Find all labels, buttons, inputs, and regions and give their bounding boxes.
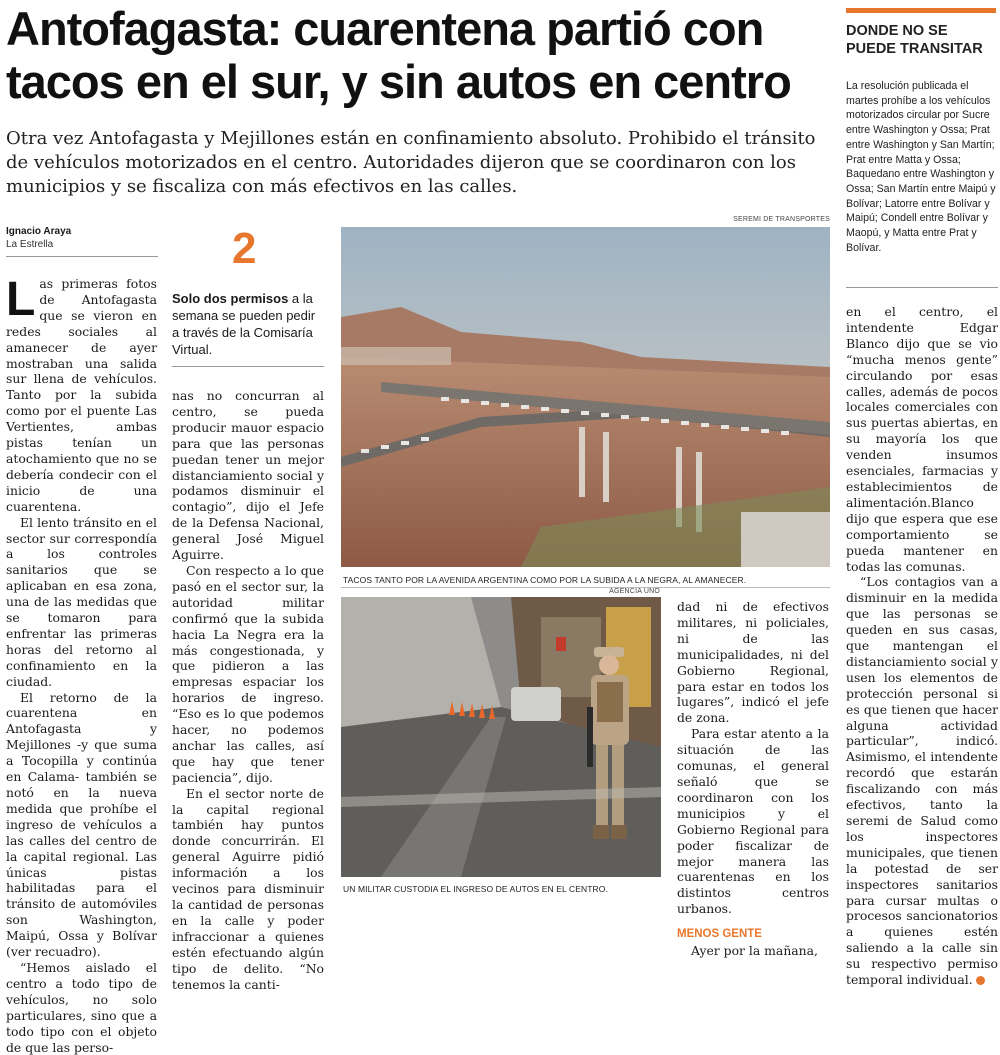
stat-divider: [172, 366, 324, 367]
paragraph: en el centro, el intendente Edgar Blanco dijo que se vio “mucha menos gente” circulando por esas calles, además de pocos locales comerciales con sus puertas abiertas, en su mayoría los que venden insumos esenciales, farmacias y establecimientos de alimentación.Blanco dijo que espera que ese comportamiento se pueda mantener en todas las comunas.: [846, 304, 998, 574]
end-mark-icon: [976, 976, 985, 985]
sidebar-title: DONDE NO SE PUEDE TRANSITAR: [846, 23, 983, 57]
stat-number: 2: [232, 224, 257, 273]
paragraph: Con respecto a lo que pasó en el sector sur, la autoridad militar confirmó que la subida hacia La Negra era la más congestionada, y que pidieron a las empresas espaciar los horarios de ingreso. “Eso es lo que podemos hacer, no podemos anchar las calles, así que hay que tener paciencia”, dijo.: [172, 562, 324, 785]
paragraph: Para estar atento a la situación de las comunas, el general señaló que se coordinaron con los municipios y el Gobierno Regional para poder fiscalizar de mejor manera las cuarentenas en los distintos centros urbanos.: [677, 726, 829, 917]
publication-name: La Estrella: [6, 239, 54, 250]
sidebar-divider: [846, 287, 998, 288]
article-column-4: [846, 304, 998, 988]
author-name: Ignacio Araya: [6, 226, 72, 237]
paragraph: El retorno de la cuarentena en Antofagasta y Mejillones -y que suma a Tocopilla y continúa en Calama- también se notó en la nueva medida que prohíbe el ingreso de vehículos a las calles del centro de la capital regional. Las únicas pistas habilitadas para el tránsito de automóviles son Washington, Maipú, Ossa y Bolívar (ver recuadro).: [6, 689, 157, 960]
stat-bold-text: Solo dos permisos: [172, 291, 289, 306]
paragraph: “Los contagios van a disminuir en la medida que las personas se queden en sus casas, que mantengan el distanciamiento social y usen los elementos de protección personal si es que tienen que hacer alguna actividad particular”, indicó. Asimismo, el intendente recordó que estarán fiscalizando con más efectivos, tanto la seremi de Salud como los inspectores municipales, que tienen la potestad de ser inspectores sanitarios para cursar multas o procesos sancionatorios a quienes estén saliendo a la calle sin su respectivo permiso temporal individual.: [846, 574, 998, 988]
stat-callout: [172, 290, 324, 358]
byline-divider: [6, 256, 158, 257]
article-column-2: [172, 388, 324, 992]
stat-text: a la semana se pueden pedir a través de la Comisaría Virtual.: [172, 291, 316, 357]
drop-cap: L: [6, 273, 36, 326]
sidebar-accent-bar: [846, 8, 996, 13]
photo-credit: SEREMI DE TRANSPORTES: [733, 216, 830, 223]
paragraph: El lento tránsito en el sector sur correspondía a los controles sanitarios que se aplicaban en esa zona, una de las medidas que se tomaron para enfrentar las primeras horas del retorno al confinamiento en la ciudad.: [6, 514, 157, 689]
highway-traffic-photo: [341, 227, 830, 567]
street-photo-illustration: [341, 597, 661, 877]
paragraph: as primeras fotos de Antofagasta que se vieron en redes sociales al amanecer de ayer mostraban una salida sur llena de vehículos. Tanto por la subida como por el puente Las Vertientes, ambas pistas tenían un atochamiento que no se debería condecir con el inicio de una cuarentena.: [6, 276, 157, 514]
section-subhead: MENOS GENTE: [677, 928, 762, 941]
paragraph: nas no concurran al centro, se pueda producir mauor espacio para que las personas puedan tener un mejor distanciamiento social y podamos disminuir el contagio”, dijo el Jefe de la Defensa Nacional, general José Miguel Aguirre.: [172, 388, 324, 563]
headline: Antofagasta: cuarentena partió con tacos en el sur, y sin autos en centro: [6, 2, 791, 108]
photo-caption: UN MILITAR CUSTODIA EL INGRESO DE AUTOS EN EL CENTRO.: [343, 884, 608, 894]
article-column-3: [677, 599, 829, 959]
soldier-street-photo: [341, 597, 661, 877]
sidebar-text: La resolución publicada el martes prohíbe a los vehículos motorizados circular por Sucre entre Washington y Ossa; Prat entre Washington y San Martín; Prat entre Matta y Ossa; Baquedano entre Washington y Ossa; San Martín entre Maipú y Bolívar; Latorre entre Bolívar y Maipú; Condell entre Bolívar y Maopú, y Matta entre Prat y Bolívar.: [846, 80, 996, 254]
paragraph: dad ni de efectivos militares, ni policiales, ni de las municipalidades, ni del Gobierno Regional, para estar en todos los lugares”, indicó el jefe de zona.: [677, 599, 829, 726]
photo-caption: TACOS TANTO POR LA AVENIDA ARGENTINA COMO POR LA SUBIDA A LA NEGRA, AL AMANECER.: [343, 575, 747, 585]
paragraph: Ayer por la mañana,: [691, 943, 818, 959]
highway-photo-illustration: [341, 227, 830, 567]
paragraph: “Hemos aislado el centro a todo tipo de vehículos, no solo particulares, sino que a todo tipo con el objeto de que las perso-: [6, 959, 157, 1055]
photo-credit: AGENCIA UNO: [609, 588, 660, 595]
article-deck: Otra vez Antofagasta y Mejillones están en confinamiento absoluto. Prohibido el tránsito de vehículos motorizados en el centro. Autoridades dijeron que se coordinaron con los municipios y se fiscaliza con más efectivos en las calles.: [6, 128, 816, 197]
paragraph: En el sector norte de la capital regional también hay puntos donde concurrirán. El general Aguirre pidió información a los vecinos para disminuir la cantidad de personas en la calle y poder infraccionar a quienes estén efectuando algún tipo de delito. “No tenemos la canti-: [172, 785, 324, 992]
article-column-1: [6, 273, 157, 1055]
